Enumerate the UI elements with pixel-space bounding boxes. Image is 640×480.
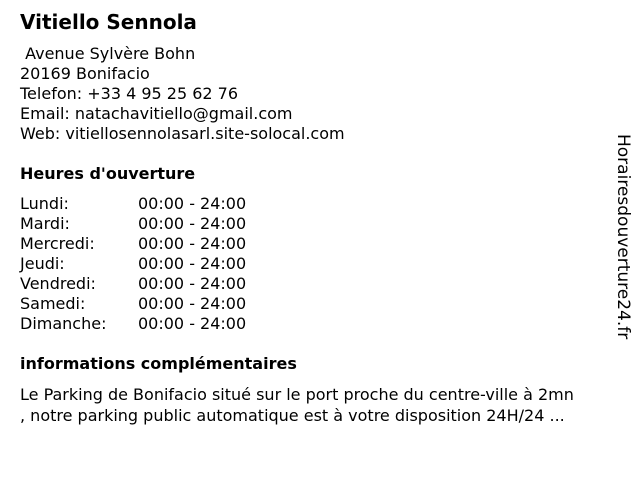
additional-info-text	[20, 384, 630, 426]
time-range: 00:00 - 24:00	[138, 254, 247, 273]
hours-row-sunday	[20, 314, 246, 334]
address-street: Avenue Sylvère Bohn	[20, 44, 196, 63]
day-label: Lundi:	[20, 194, 69, 213]
hours-row-saturday	[20, 294, 246, 314]
day-label: Mardi:	[20, 214, 70, 233]
day-label: Mercredi:	[20, 234, 95, 253]
day-label: Dimanche:	[20, 314, 107, 333]
opening-hours-heading: Heures d'ouverture	[20, 164, 196, 183]
business-name: Vitiello Sennola	[20, 10, 197, 34]
time-range: 00:00 - 24:00	[138, 234, 247, 253]
hours-row-wednesday	[20, 234, 246, 254]
description-line: , notre parking public automatique est à votre disposition 24H/24 ...	[20, 406, 565, 425]
email-line: Email: natachavitiello@gmail.com	[20, 104, 293, 123]
time-range: 00:00 - 24:00	[138, 314, 247, 333]
phone-line: Telefon: +33 4 95 25 62 76	[20, 84, 239, 103]
hours-row-friday	[20, 274, 246, 294]
description-line: Le Parking de Bonifacio situé sur le port proche du centre-ville à 2mn	[20, 385, 574, 404]
time-range: 00:00 - 24:00	[138, 294, 247, 313]
opening-hours-table	[20, 194, 246, 334]
day-label: Jeudi:	[20, 254, 65, 273]
time-range: 00:00 - 24:00	[138, 274, 247, 293]
time-range: 00:00 - 24:00	[138, 194, 247, 213]
additional-info-heading: informations complémentaires	[20, 354, 297, 373]
day-label: Samedi:	[20, 294, 86, 313]
web-line: Web: vitiellosennolasarl.site-solocal.com	[20, 124, 345, 143]
hours-row-monday	[20, 194, 246, 214]
address-city: 20169 Bonifacio	[20, 64, 150, 83]
day-label: Vendredi:	[20, 274, 96, 293]
time-range: 00:00 - 24:00	[138, 214, 247, 233]
site-watermark: Horairesdouverture24.fr	[613, 134, 633, 340]
hours-row-tuesday	[20, 214, 246, 234]
contact-block	[20, 44, 345, 144]
hours-row-thursday	[20, 254, 246, 274]
